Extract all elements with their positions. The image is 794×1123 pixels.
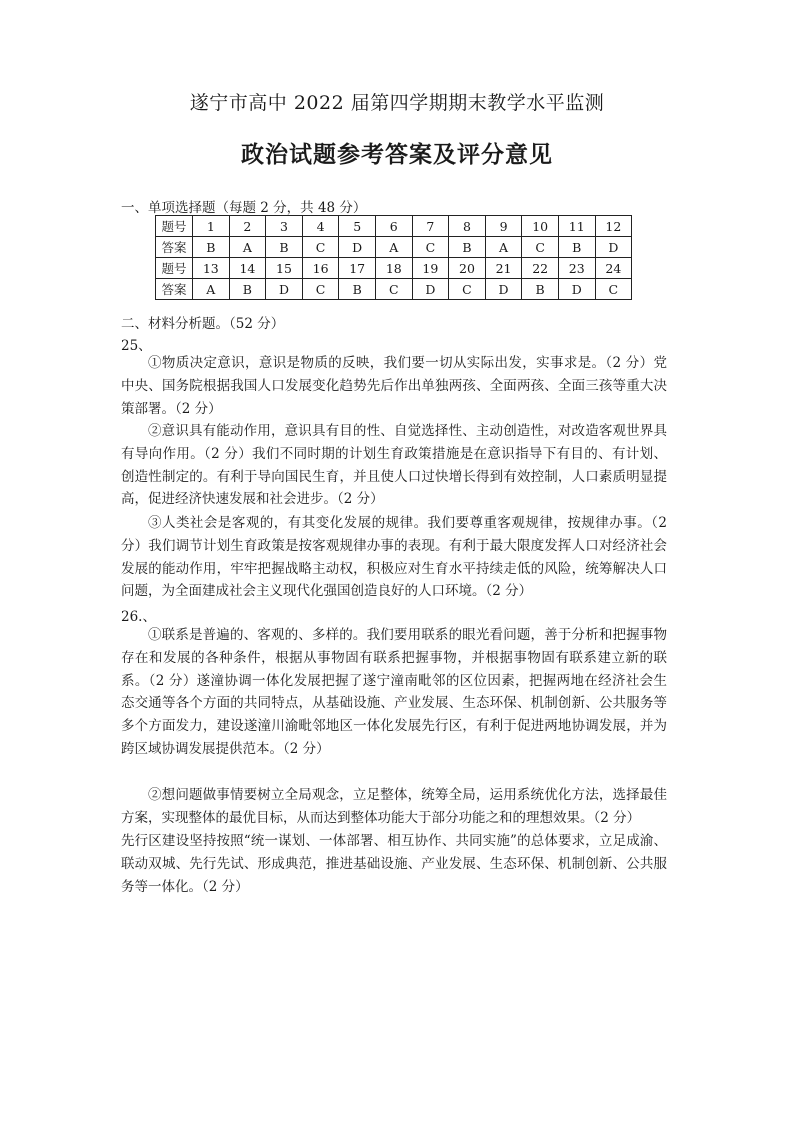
question-number-row bbox=[156, 216, 632, 237]
answer-cell: A bbox=[229, 237, 266, 258]
question-26-number: 26.、 bbox=[121, 609, 156, 625]
answer-cell: B bbox=[193, 237, 230, 258]
question-number-cell: 19 bbox=[412, 258, 449, 279]
question-number-cell: 7 bbox=[412, 216, 449, 237]
answer-cell: D bbox=[558, 279, 595, 300]
q25-point-2: ②意识具有能动作用，意识具有目的性、自觉选择性、主动创造性，对改造客观世界具有导向作用。（2 分）我们不同时期的计划生育政策措施是在意识指导下有目的、有计划、创造性制定的。有利于导向国民生育，并且使人口过快增长得到有效控制，人口素质明显提高，促进经济快速发展和社会进步。（2 分） bbox=[121, 423, 667, 508]
answer-cell: A bbox=[193, 279, 230, 300]
q26-point-2: ②想问题做事情要树立全局观念，立足整体，统筹全局，运用系统优化方法，选择最佳方案，实现整体的最优目标，从而达到整体功能大于部分功能之和的理想效果。（2 分） bbox=[121, 787, 667, 826]
question-number-cell: 14 bbox=[229, 258, 266, 279]
answer-cell: B bbox=[449, 237, 486, 258]
question-number-cell: 20 bbox=[449, 258, 486, 279]
question-number-cell: 11 bbox=[558, 216, 595, 237]
q26-point-1: ①联系是普遍的、客观的、多样的。我们要用联系的眼光看问题，善于分析和把握事物存在和发展的各种条件，根据从事物固有联系把握事物，并根据事物固有联系建立新的联系。（2 分）遂潼协调一体化发展把握了遂宁潼南毗邻的区位因素，把握两地在经济社会生态交通等各个方面的共同特点，从基础设施、产业发展、生态环保、机制创新、公共服务等多个方面发力，建设遂潼川渝毗邻地区一体化发展先行区，有利于促进两地协调发展，并为跨区域协调发展提供范本。（2 分） bbox=[121, 627, 667, 757]
question-number-cell: 18 bbox=[375, 258, 412, 279]
question-number-row-label: 题号 bbox=[156, 258, 193, 279]
section-1-heading: 一、单项选择题（每题 2 分，共 48 分） bbox=[121, 200, 367, 216]
q25-point-3: ③人类社会是客观的，有其变化发展的规律。我们要尊重客观规律，按规律办事。（2 分）我们调节计划生育政策是按客观规律办事的表现。有利于最大限度发挥人口对经济社会发展的能动作用，牢牢把握战略主动权，积极应对生育水平持续走低的风险，统筹解决人口问题，为全面建成社会主义现代化强国创造良好的人口环境。（2 分） bbox=[121, 515, 667, 600]
question-number-cell: 6 bbox=[375, 216, 412, 237]
question-number-cell: 4 bbox=[302, 216, 339, 237]
question-number-cell: 9 bbox=[485, 216, 522, 237]
q25-point-1: ①物质决定意识，意识是物质的反映，我们要一切从实际出发，实事求是。（2 分）党中央、国务院根据我国人口发展变化趋势先后作出单独两孩、全面两孩、全面三孩等重大决策部署。（2 分） bbox=[121, 355, 667, 417]
answer-cell: B bbox=[522, 279, 559, 300]
answer-cell: B bbox=[266, 237, 303, 258]
question-number-cell: 23 bbox=[558, 258, 595, 279]
exam-title: 遂宁市高中 2022 届第四学期期末教学水平监测 bbox=[189, 92, 605, 114]
answer-cell: A bbox=[375, 237, 412, 258]
answer-cell: C bbox=[449, 279, 486, 300]
question-number-cell: 22 bbox=[522, 258, 559, 279]
section-2-heading: 二、材料分析题。（52 分） bbox=[121, 316, 285, 332]
answer-cell: B bbox=[558, 237, 595, 258]
question-number-cell: 24 bbox=[595, 258, 632, 279]
question-number-cell: 21 bbox=[485, 258, 522, 279]
answer-cell: D bbox=[595, 237, 632, 258]
answer-row-label: 答案 bbox=[156, 279, 193, 300]
answer-cell: C bbox=[412, 237, 449, 258]
answer-cell: C bbox=[522, 237, 559, 258]
answer-cell: C bbox=[375, 279, 412, 300]
answer-table bbox=[155, 215, 632, 300]
answer-cell: D bbox=[266, 279, 303, 300]
question-number-cell: 13 bbox=[193, 258, 230, 279]
answer-cell: D bbox=[485, 279, 522, 300]
question-number-cell: 2 bbox=[229, 216, 266, 237]
answer-row bbox=[156, 237, 632, 258]
question-number-cell: 17 bbox=[339, 258, 376, 279]
answer-cell: A bbox=[485, 237, 522, 258]
answer-cell: C bbox=[595, 279, 632, 300]
q26-point-2-continued: 先行区建设坚持按照“统一谋划、一体部署、相互协作、共同实施”的总体要求，立足成渝、联动双城、先行先试、形成典范，推进基础设施、产业发展、生态环保、机制创新、公共服务等一体化。（2 分） bbox=[121, 833, 667, 895]
question-number-cell: 1 bbox=[193, 216, 230, 237]
answer-cell: B bbox=[339, 279, 376, 300]
question-number-cell: 3 bbox=[266, 216, 303, 237]
answer-cell: D bbox=[412, 279, 449, 300]
question-number-cell: 5 bbox=[339, 216, 376, 237]
answer-row-label: 答案 bbox=[156, 237, 193, 258]
question-number-cell: 16 bbox=[302, 258, 339, 279]
question-number-row bbox=[156, 258, 632, 279]
answer-cell: D bbox=[339, 237, 376, 258]
question-number-cell: 15 bbox=[266, 258, 303, 279]
answer-cell: C bbox=[302, 237, 339, 258]
question-number-cell: 10 bbox=[522, 216, 559, 237]
answer-cell: C bbox=[302, 279, 339, 300]
answer-cell: B bbox=[229, 279, 266, 300]
question-number-cell: 12 bbox=[595, 216, 632, 237]
question-number-row-label: 题号 bbox=[156, 216, 193, 237]
document-subtitle: 政治试题参考答案及评分意见 bbox=[241, 142, 553, 168]
question-number-cell: 8 bbox=[449, 216, 486, 237]
answer-row bbox=[156, 279, 632, 300]
question-25-number: 25、 bbox=[121, 338, 152, 354]
